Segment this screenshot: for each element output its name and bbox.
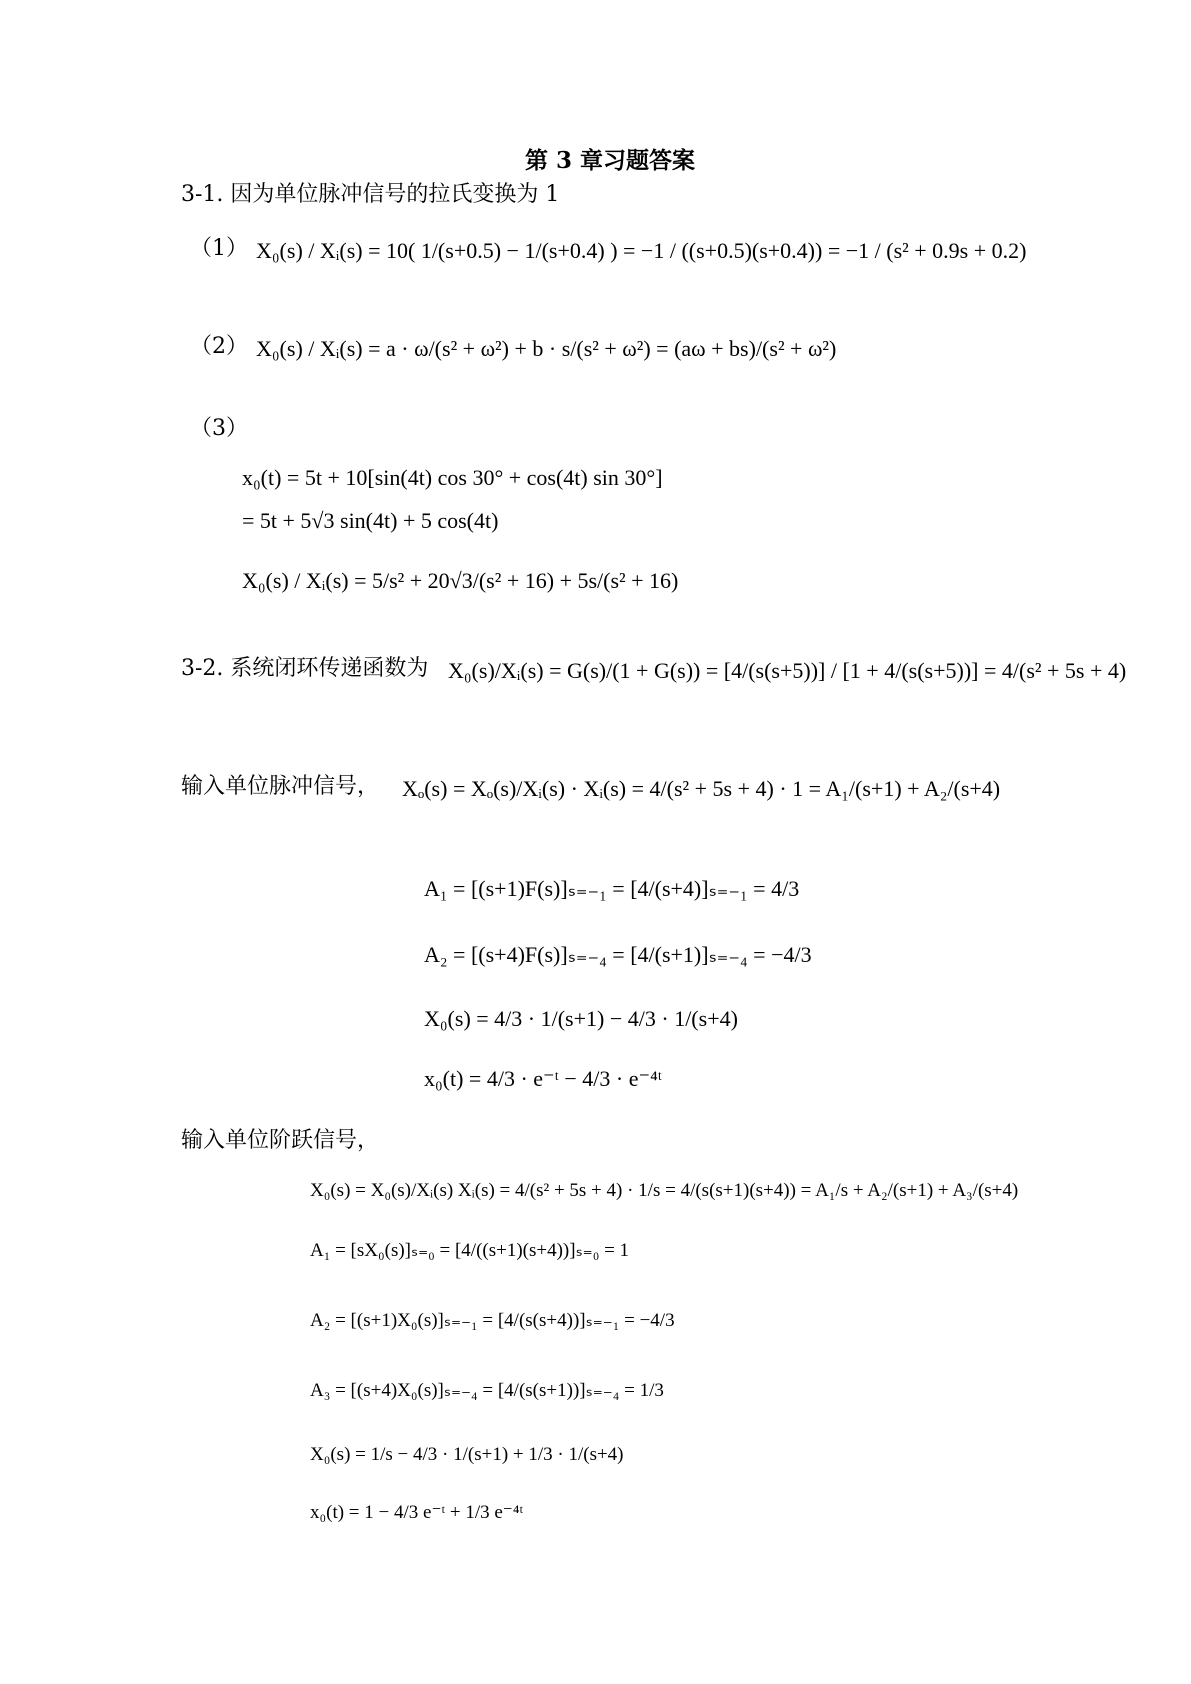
part-2-equation: X₀(s) / Xᵢ(s) = a · ω/(s² + ω²) + b · s/(s² + ω²) = (aω + bs)/(s² + ω²) [256,336,837,361]
part-1-label: （1） [190,236,248,261]
part-1-equation: X₀(s) / Xᵢ(s) = 10( 1/(s+0.5) − 1/(s+0.4) ) = −1 / ((s+0.5)(s+0.4)) = −1 / (s² + 0.9s + 0.2) [256,238,1027,263]
impulse-a2: A₂ = [(s+4)F(s)]ₛ₌₋₄ = [4/(s+1)]ₛ₌₋₄ = −4/3 [424,942,812,967]
step-xt: x₀(t) = 1 − 4/3 e⁻ᵗ + 1/3 e⁻⁴ᵗ [310,1502,524,1523]
impulse-input-label: 输入单位脉冲信号， [181,774,380,799]
part-3-line-1: x₀(t) = 5t + 10[sin(4t) cos 30° + cos(4t) sin 30°] [242,465,663,490]
section-3-1-intro: 3-1. 因为单位脉冲信号的拉氏变换为 1 [181,182,560,207]
step-a2: A₂ = [(s+1)X₀(s)]ₛ₌₋₁ = [4/(s(s+4))]ₛ₌₋₁ = −4/3 [310,1310,675,1331]
impulse-xs: X₀(s) = 4/3 · 1/(s+1) − 4/3 · 1/(s+4) [424,1006,738,1031]
impulse-xt: x₀(t) = 4/3 · e⁻ᵗ − 4/3 · e⁻⁴ᵗ [424,1066,662,1091]
step-xs: X₀(s) = 1/s − 4/3 · 1/(s+1) + 1/3 · 1/(s+4) [310,1444,624,1465]
impulse-a1: A₁ = [(s+1)F(s)]ₛ₌₋₁ = [4/(s+4)]ₛ₌₋₁ = 4/3 [424,876,800,901]
chapter-title: 第 3 章习题答案 [525,147,696,174]
impulse-equation: Xₒ(s) = Xₒ(s)/Xᵢ(s) · Xᵢ(s) = 4/(s² + 5s + 4) · 1 = A₁/(s+1) + A₂/(s+4) [402,776,1001,801]
part-3-label: （3） [190,416,248,441]
section-3-2-intro: 3-2. 系统闭环传递函数为 [181,656,429,681]
step-a3: A₃ = [(s+4)X₀(s)]ₛ₌₋₄ = [4/(s(s+1))]ₛ₌₋₄ = 1/3 [310,1380,664,1401]
step-equation: X₀(s) = X₀(s)/Xᵢ(s) Xᵢ(s) = 4/(s² + 5s + 4) · 1/s = 4/(s(s+1)(s+4)) = A₁/s + A₂/(s+1) + A₃/(s+4) [310,1180,1019,1201]
closed-loop-equation: X₀(s)/Xᵢ(s) = G(s)/(1 + G(s)) = [4/(s(s+5))] / [1 + 4/(s(s+5))] = 4/(s² + 5s + 4) [448,658,1127,683]
part-3-line-3: X₀(s) / Xᵢ(s) = 5/s² + 20√3/(s² + 16) + 5s/(s² + 16) [242,568,679,593]
step-input-label: 输入单位阶跃信号， [181,1128,380,1153]
part-2-label: （2） [190,334,248,359]
step-a1: A₁ = [sX₀(s)]ₛ₌₀ = [4/((s+1)(s+4))]ₛ₌₀ = 1 [310,1240,630,1261]
part-3-line-2: = 5t + 5√3 sin(4t) + 5 cos(4t) [242,508,499,533]
